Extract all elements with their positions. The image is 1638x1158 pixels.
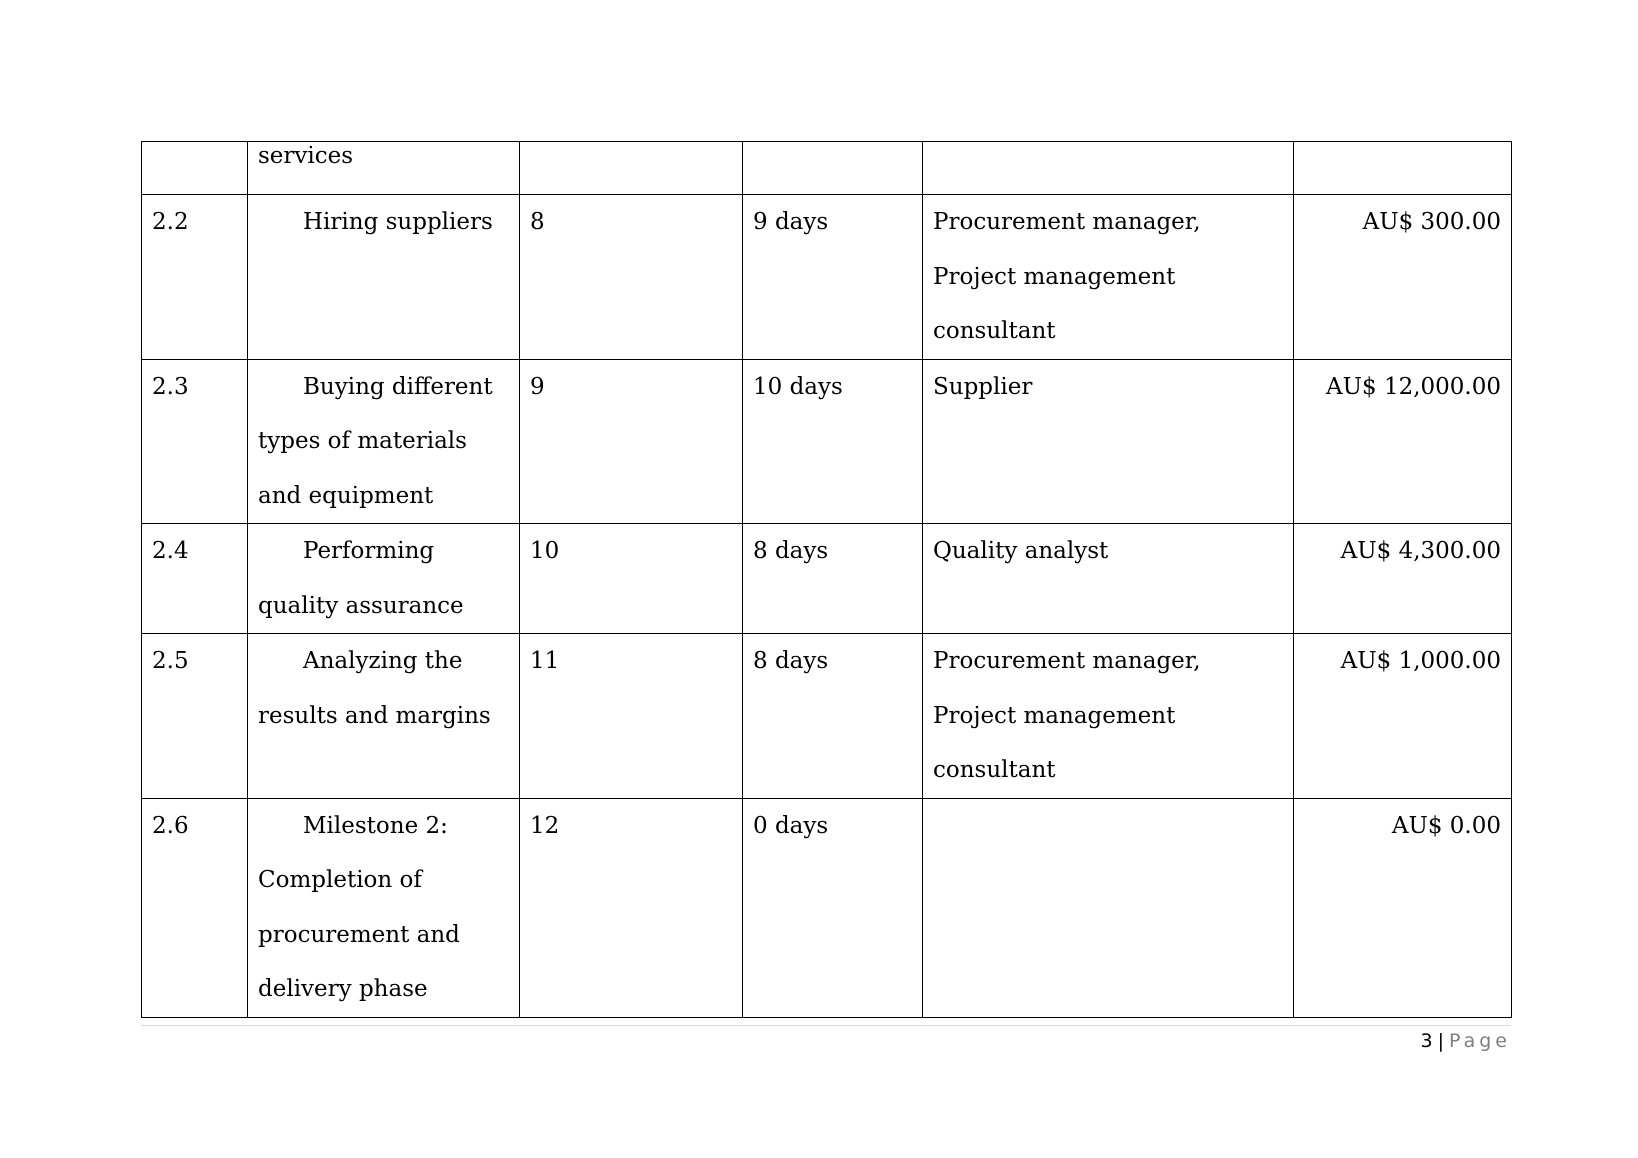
cell-duration (743, 195, 923, 360)
task-name-line (258, 195, 509, 250)
task-name-text: Completion of (258, 867, 422, 893)
table-body (142, 142, 1512, 1018)
cost-value: AU$ 0.00 (1391, 812, 1501, 839)
task-name-line (258, 469, 509, 524)
task-id: 2.3 (152, 373, 189, 400)
cell-predecessor (520, 634, 743, 799)
duration-value: 0 days (753, 812, 829, 839)
task-id: 2.5 (152, 648, 189, 674)
cell-task-name (248, 524, 520, 634)
cost-value: AU$ 4,300.00 (1340, 538, 1501, 564)
predecessor-value: 8 (530, 209, 545, 235)
cell-resources (923, 798, 1294, 1017)
task-id: 2.4 (152, 538, 189, 564)
cost-value: AU$ 300.00 (1362, 209, 1501, 235)
predecessor-value: 12 (530, 812, 560, 839)
cell-duration (743, 798, 923, 1017)
cell-cost (1294, 634, 1512, 799)
cell-task-name (248, 142, 520, 195)
cell-cost (1294, 524, 1512, 634)
task-id: 2.6 (152, 812, 189, 839)
cell-resources (923, 142, 1294, 195)
footer-divider (141, 1025, 1511, 1026)
cost-value: AU$ 1,000.00 (1340, 648, 1501, 674)
task-name-text: delivery phase (258, 976, 428, 1002)
task-name-line (258, 524, 509, 579)
cell-duration (743, 634, 923, 799)
cell-predecessor (520, 195, 743, 360)
task-name-text: Hiring suppliers (303, 209, 493, 235)
resource-line: Procurement manager, (933, 648, 1201, 674)
cell-task-name (248, 634, 520, 799)
predecessor-value: 9 (530, 373, 545, 400)
cell-duration (743, 359, 923, 524)
resource-line: Procurement manager, (933, 209, 1201, 235)
task-name-line (258, 962, 509, 1017)
task-name-line (258, 360, 509, 415)
duration-value: 9 days (753, 209, 829, 235)
task-name-text: types of materials (258, 428, 467, 454)
task-name-text: Performing (303, 538, 435, 564)
cell-predecessor (520, 359, 743, 524)
resource-line: Quality analyst (933, 538, 1109, 564)
duration-value: 8 days (753, 538, 829, 564)
cell-task-id (142, 142, 248, 195)
cell-duration (743, 142, 923, 195)
footer-separator: | (1437, 1030, 1444, 1052)
resource-line: consultant (933, 318, 1056, 344)
resource-line: Project management (933, 702, 1176, 729)
cell-cost (1294, 195, 1512, 360)
task-name-text: procurement and (258, 921, 460, 948)
predecessor-value: 10 (530, 538, 560, 564)
cell-cost (1294, 798, 1512, 1017)
cell-predecessor (520, 798, 743, 1017)
page-footer (1421, 1030, 1512, 1052)
cell-task-name (248, 798, 520, 1017)
cell-resources (923, 634, 1294, 799)
resource-line: consultant (933, 757, 1056, 783)
task-name-line (258, 579, 509, 634)
table-row (142, 195, 1512, 360)
task-name-text: Milestone 2: (303, 812, 448, 839)
task-name-text: results and margins (258, 702, 491, 729)
predecessor-value: 11 (530, 648, 560, 674)
table-row (142, 634, 1512, 799)
table-row (142, 524, 1512, 634)
cell-predecessor (520, 142, 743, 195)
task-name-line (258, 414, 509, 469)
resource-line: Project management (933, 263, 1176, 290)
cell-predecessor (520, 524, 743, 634)
cell-task-id (142, 634, 248, 799)
cell-resources (923, 524, 1294, 634)
task-name-line (258, 908, 509, 963)
work-breakdown-table (141, 141, 1512, 1018)
task-id: 2.2 (152, 209, 189, 235)
cell-task-id (142, 195, 248, 360)
table-row (142, 359, 1512, 524)
task-name-line (258, 689, 509, 744)
cell-resources (923, 195, 1294, 360)
cell-task-id (142, 359, 248, 524)
task-name-line (258, 142, 509, 170)
task-name-text: Buying different (303, 373, 493, 400)
page-label: Page (1449, 1030, 1511, 1052)
task-name-text: services (258, 143, 354, 169)
table-row (142, 142, 1512, 195)
cell-task-name (248, 359, 520, 524)
cell-task-id (142, 524, 248, 634)
cell-cost (1294, 359, 1512, 524)
duration-value: 10 days (753, 373, 843, 400)
task-name-text: and equipment (258, 482, 434, 509)
cell-cost (1294, 142, 1512, 195)
resource-line: Supplier (933, 373, 1033, 400)
task-name-text: Analyzing the (303, 648, 463, 674)
duration-value: 8 days (753, 648, 829, 674)
task-name-line (258, 799, 509, 854)
cell-task-id (142, 798, 248, 1017)
page-number: 3 (1420, 1030, 1433, 1052)
cell-task-name (248, 195, 520, 360)
cell-resources (923, 359, 1294, 524)
cost-value: AU$ 12,000.00 (1326, 373, 1501, 400)
cell-duration (743, 524, 923, 634)
task-name-text: quality assurance (258, 592, 464, 619)
task-name-line (258, 853, 509, 908)
table-row (142, 798, 1512, 1017)
task-name-line (258, 634, 509, 689)
